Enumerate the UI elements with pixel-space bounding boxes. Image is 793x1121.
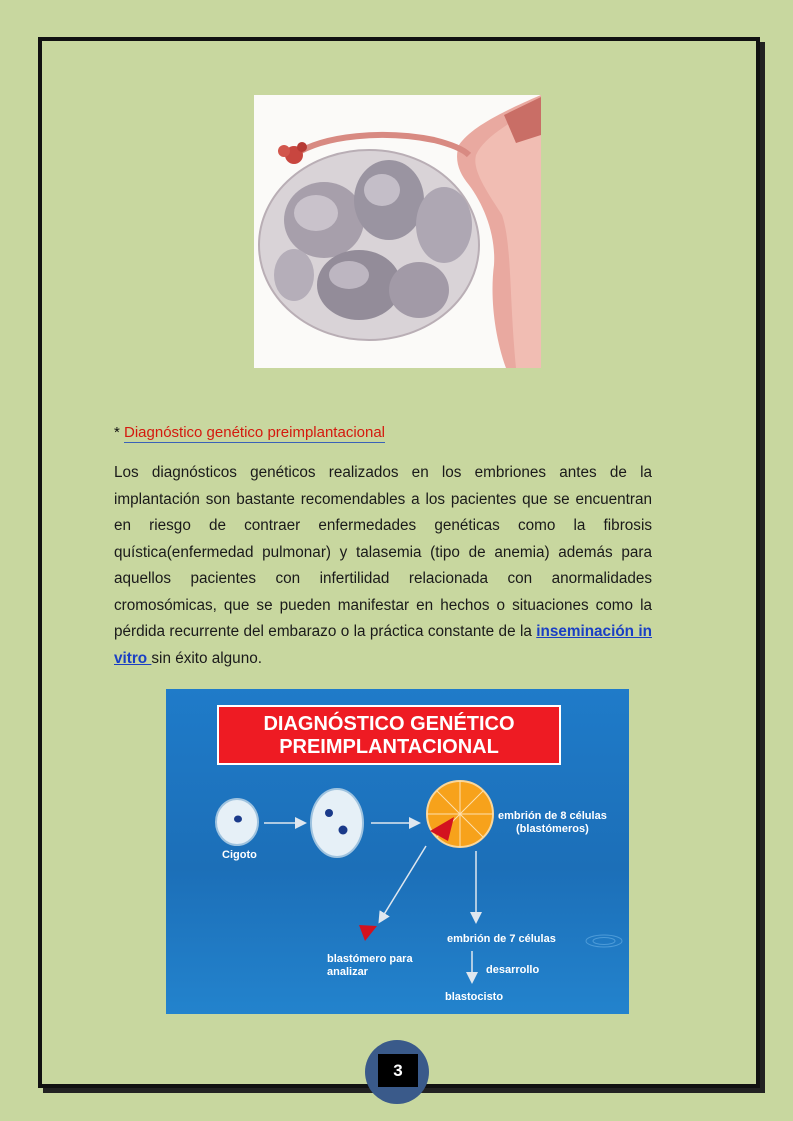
zygote-nucleus: [234, 816, 242, 823]
page-number: 3: [378, 1054, 418, 1087]
paragraph-ending: sin éxito alguno.: [151, 649, 262, 667]
label-7-cells: embrión de 7 células: [447, 933, 556, 945]
label-8-cells-line2: (blastómeros): [516, 823, 589, 835]
diagram-title-line1: DIAGNÓSTICO GENÉTICO: [263, 713, 515, 735]
two-cell-nucleus-a: [325, 809, 333, 817]
arrow-to-blastomere: [380, 846, 426, 921]
label-blastomere-line2: analizar: [327, 966, 368, 978]
diagram-title-line2: PREIMPLANTACIONAL: [279, 736, 499, 758]
label-cigoto: Cigoto: [222, 849, 257, 861]
pgd-diagram: [166, 689, 629, 1014]
heading-title: Diagnóstico genético preimplantacional: [124, 424, 386, 441]
label-blastocisto: blastocisto: [445, 991, 504, 1003]
label-blastomere: [327, 953, 413, 979]
body-paragraph: [114, 460, 652, 672]
paragraph-text: Los diagnósticos genéticos realizados en los embriones antes de la implantación son bastante recomendables a los pacientes que se encuentran en riesgo de contraer enfermedades genéticas como la fibrosis quística(enfermedad pulmonar) y talasemia (tipo de anemia) además para aquellos pacientes con infertilidad relacionada con anormalidades cromosómicas, que se pueden manifestar en hechos o situaciones como la pérdida recurrente del embarazo o la práctica constante de la: [114, 464, 652, 640]
label-8-cells: [498, 810, 607, 836]
heading-bullet: *: [114, 424, 125, 441]
two-cell-embryo: [311, 789, 363, 857]
ivf-link[interactable]: inseminación in vitro: [114, 623, 652, 667]
label-blastomere-line1: blastómero para: [327, 953, 413, 965]
label-desarrollo: desarrollo: [486, 964, 540, 976]
section-heading: [114, 424, 385, 441]
ovary-illustration: [254, 95, 541, 368]
label-8-cells-line1: embrión de 8 células: [498, 810, 607, 822]
biopsied-blastomere: [359, 925, 377, 941]
two-cell-nucleus-b: [339, 826, 348, 835]
eight-cell-embryo: [427, 781, 493, 847]
